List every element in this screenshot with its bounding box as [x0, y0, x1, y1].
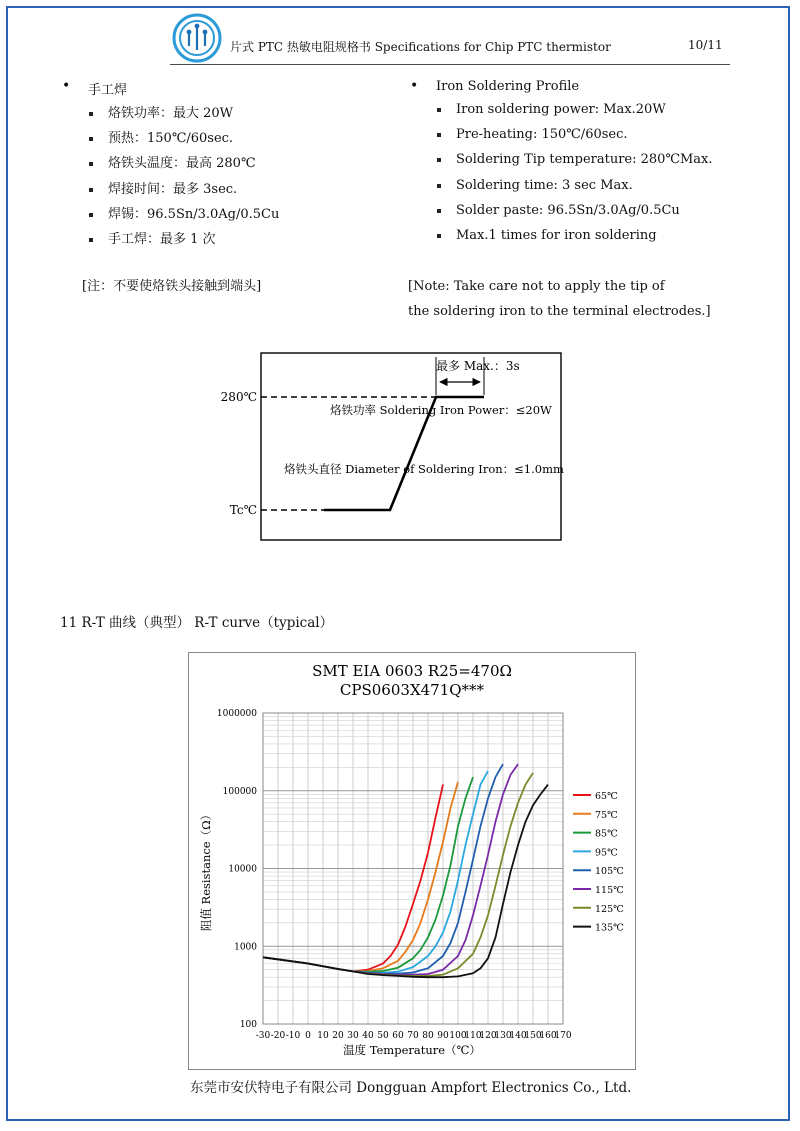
legend-label: 125℃ — [595, 903, 624, 915]
zh-heading: • 手工焊 — [62, 79, 279, 98]
power-label: 烙铁功率 Soldering Iron Power：≤20W — [330, 403, 552, 417]
en-list — [410, 101, 713, 252]
footer-company: 东莞市安伏特电子有限公司 Dongguan Ampfort Electronics Co., Ltd. — [190, 1080, 632, 1096]
chart-title: SMT EIA 0603 R25=470Ω — [312, 662, 512, 680]
list-item: Pre-heating: 150℃/60sec. — [410, 126, 713, 151]
circuit-circle-logo — [171, 12, 223, 64]
list-item: Solder paste: 96.5Sn/3.0Ag/0.5Cu — [410, 202, 713, 227]
x-tick-label: 100 — [449, 1031, 467, 1041]
list-item: Soldering Tip temperature: 280℃Max. — [410, 151, 713, 176]
x-tick-label: 160 — [539, 1031, 557, 1041]
legend-label: 105℃ — [595, 866, 624, 878]
zh-note: [注：不要使烙铁头接触到端头] — [82, 279, 262, 294]
list-item: Iron soldering power: Max.20W — [410, 101, 713, 126]
chart-subtitle: CPS0603X471Q*** — [339, 681, 485, 699]
list-item: 烙铁功率：最大 20W — [62, 105, 279, 130]
legend-label: 65℃ — [595, 791, 618, 802]
x-tick-label: -30 — [255, 1031, 271, 1041]
y-tick-label: 1000 — [234, 942, 257, 953]
x-tick-label: 110 — [464, 1031, 482, 1041]
y-tick-label: 100000 — [222, 786, 257, 797]
zh-section — [62, 79, 279, 256]
legend-label: 115℃ — [595, 885, 624, 896]
list-item: 预热：150℃/60sec. — [62, 130, 279, 155]
x-tick-label: -10 — [285, 1031, 301, 1041]
zh-list — [62, 105, 279, 256]
en-note-line2: the soldering iron to the terminal electrodes.] — [408, 304, 711, 319]
en-section — [410, 79, 713, 252]
legend-label: 75℃ — [595, 809, 618, 821]
list-item: Max.1 times for iron soldering — [410, 227, 713, 252]
diagram-box — [261, 353, 561, 540]
x-tick-label: 20 — [332, 1031, 344, 1041]
x-tick-label: 70 — [407, 1031, 419, 1041]
list-item: 烙铁头温度：最高 280℃ — [62, 155, 279, 180]
list-item: 焊接时间：最多 3sec. — [62, 181, 279, 206]
x-tick-label: 40 — [362, 1031, 374, 1041]
x-tick-label: 90 — [437, 1031, 449, 1041]
x-axis-label: 温度 Temperature（℃） — [343, 1043, 481, 1057]
label-280: 280℃ — [220, 390, 257, 404]
y-tick-label: 10000 — [228, 864, 257, 875]
page-number: 10/11 — [688, 38, 723, 52]
x-tick-label: 120 — [479, 1031, 497, 1041]
x-tick-label: 50 — [377, 1031, 389, 1041]
x-tick-label: 0 — [305, 1031, 311, 1041]
x-tick-label: 130 — [494, 1031, 512, 1041]
legend-label: 95℃ — [595, 847, 618, 859]
soldering-profile-diagram — [200, 345, 600, 550]
x-tick-label: 140 — [509, 1031, 527, 1041]
y-axis-label: 阻值 Resistance（Ω） — [199, 808, 213, 932]
time-label: 最多 Max.：3s — [436, 359, 520, 373]
x-tick-label: 170 — [554, 1031, 572, 1041]
diameter-label: 烙铁头直径 Diameter of Soldering Iron：≤1.0mm — [284, 462, 564, 476]
en-heading: • Iron Soldering Profile — [410, 79, 713, 94]
x-tick-label: 80 — [422, 1031, 434, 1041]
rt-curve-chart — [188, 652, 636, 1070]
y-tick-label: 1000000 — [216, 709, 257, 719]
x-tick-label: 150 — [524, 1031, 542, 1041]
en-note — [408, 274, 711, 324]
list-item: 焊锡：96.5Sn/3.0Ag/0.5Cu — [62, 206, 279, 231]
header-title: 片式 PTC 热敏电阻规格书 Specifications for Chip PTC thermistor — [230, 40, 611, 54]
list-item: 手工焊：最多 1 次 — [62, 231, 279, 256]
x-tick-label: 10 — [317, 1031, 329, 1041]
legend-label: 85℃ — [595, 828, 618, 840]
x-tick-label: 60 — [392, 1031, 404, 1041]
y-tick-label: 100 — [239, 1020, 257, 1030]
x-tick-label: -20 — [270, 1031, 286, 1041]
x-tick-label: 30 — [347, 1031, 359, 1041]
header-divider — [170, 64, 730, 65]
list-item: Soldering time: 3 sec Max. — [410, 177, 713, 202]
en-note-line1: [Note: Take care not to apply the tip of — [408, 279, 665, 294]
label-tc: Tc℃ — [229, 503, 257, 517]
legend-label: 135℃ — [595, 922, 624, 934]
section-11-title: 11 R-T 曲线（典型） R-T curve（typical） — [60, 615, 334, 631]
